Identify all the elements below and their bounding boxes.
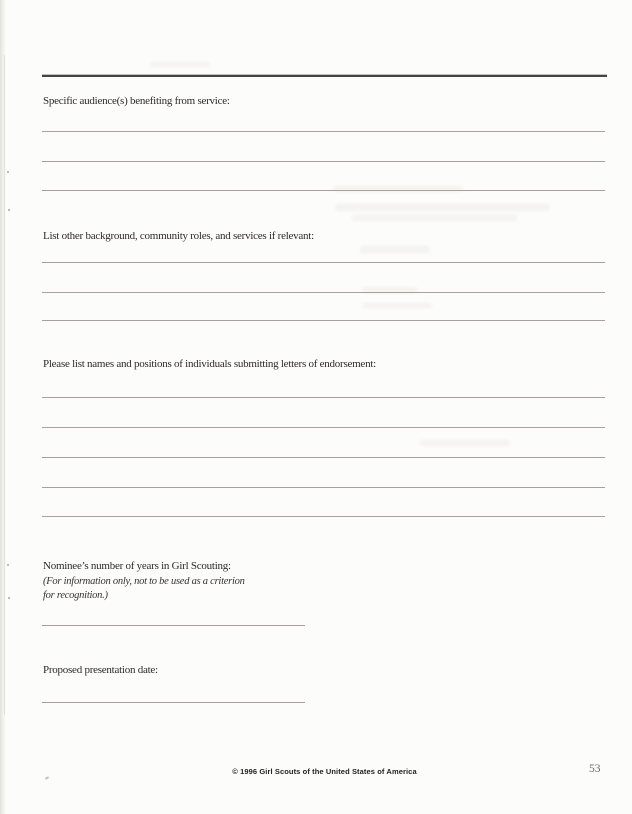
- note-for-information-only-line2: for recognition.): [43, 590, 108, 601]
- label-years-in-girl-scouting: Nominee’s number of years in Girl Scouting:: [43, 560, 231, 572]
- write-in-line: [42, 457, 605, 458]
- write-in-line: [42, 427, 605, 428]
- write-in-line: [42, 131, 605, 132]
- write-in-line: [42, 292, 605, 293]
- bleed-through-smudge: [360, 246, 430, 253]
- write-in-line: [42, 161, 605, 162]
- scan-edge-artifact: [0, 0, 6, 814]
- scan-speck: [8, 597, 10, 599]
- write-in-line: [42, 516, 605, 517]
- scan-edge-line: [4, 55, 5, 715]
- bleed-through-smudge: [362, 303, 432, 308]
- label-specific-audience: Specific audience(s) benefiting from service:: [43, 95, 230, 107]
- bleed-through-smudge: [150, 62, 210, 67]
- scan-speck: [7, 564, 9, 566]
- page-number: 53: [589, 763, 601, 775]
- label-letters-of-endorsement: Please list names and positions of individuals submitting letters of endorsement:: [43, 358, 376, 370]
- write-in-line-short: [42, 702, 305, 703]
- top-divider-rule: [42, 75, 607, 77]
- label-other-background: List other background, community roles, and services if relevant:: [43, 230, 314, 242]
- write-in-line: [42, 190, 605, 191]
- write-in-line: [42, 262, 605, 263]
- scan-speck: [7, 171, 9, 173]
- bleed-through-smudge: [420, 440, 510, 446]
- bleed-through-smudge: [333, 186, 463, 192]
- bleed-through-smudge: [352, 215, 517, 221]
- write-in-line: [42, 320, 605, 321]
- write-in-line: [42, 487, 605, 488]
- note-for-information-only-line1: (For information only, not to be used as a criterion: [43, 576, 245, 587]
- footer-copyright: © 1996 Girl Scouts of the United States of America: [232, 767, 417, 776]
- scan-speck: [45, 776, 49, 780]
- bleed-through-smudge: [335, 204, 550, 211]
- scan-speck: [8, 209, 10, 211]
- write-in-line: [42, 397, 605, 398]
- label-proposed-presentation-date: Proposed presentation date:: [43, 664, 158, 676]
- write-in-line-short: [42, 625, 305, 626]
